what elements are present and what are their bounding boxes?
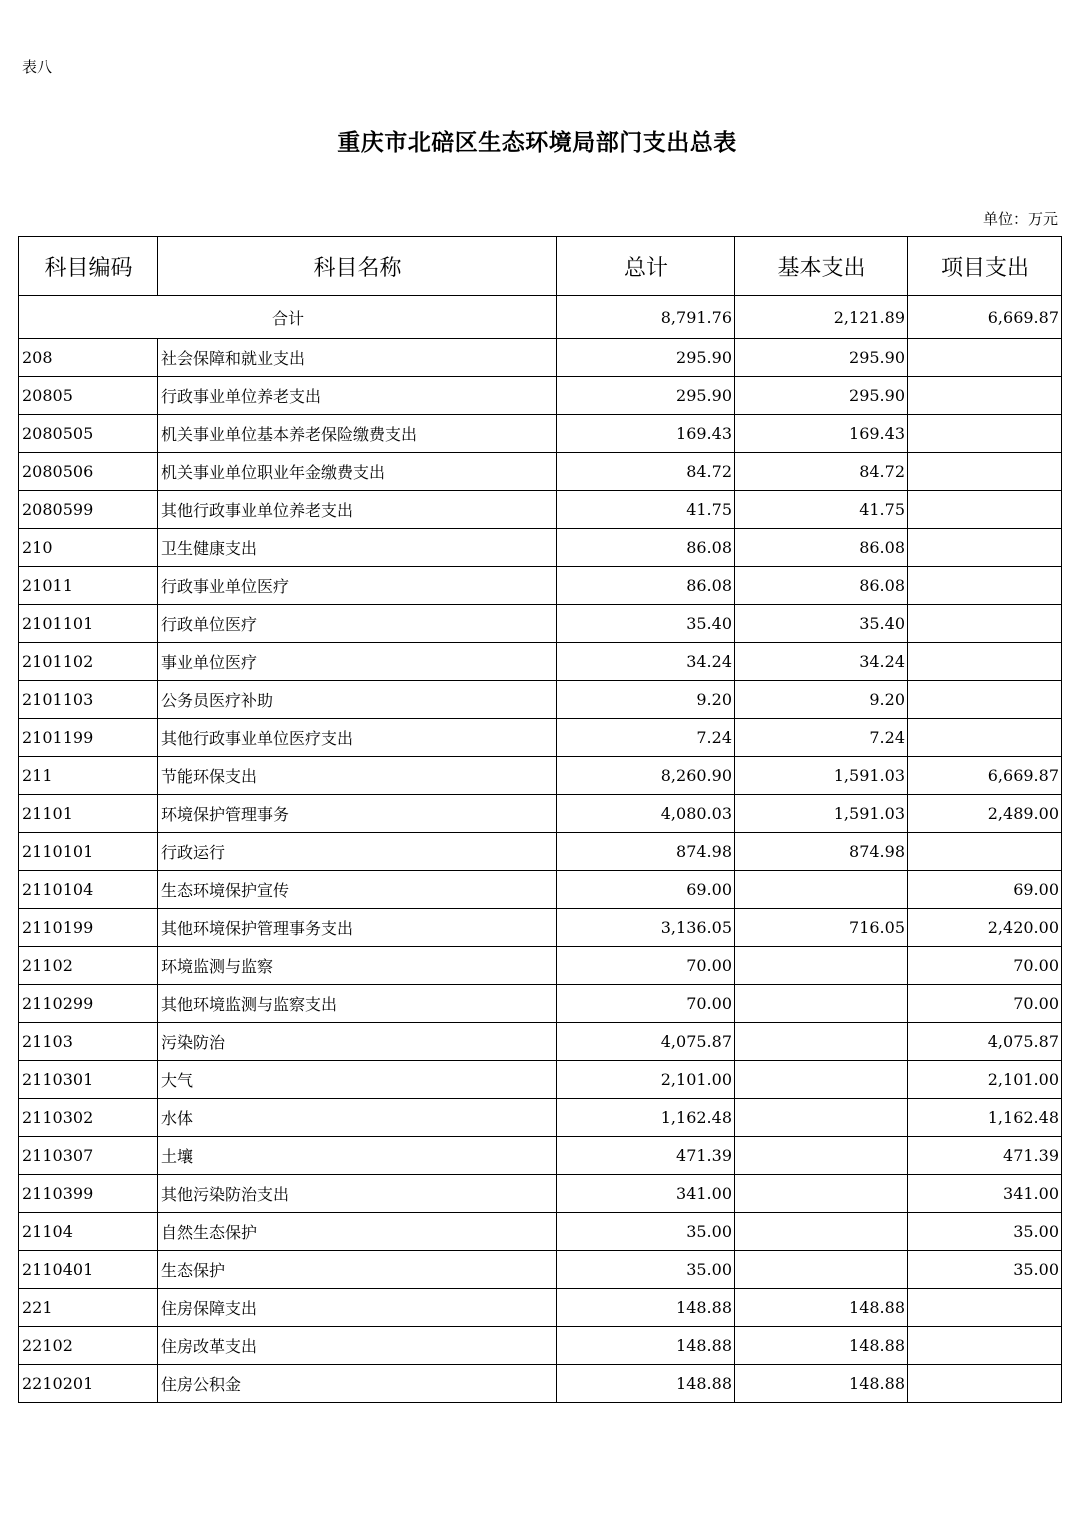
table-row <box>19 719 1062 757</box>
table-row <box>19 1289 1062 1327</box>
project-cell <box>908 1327 1062 1365</box>
total-cell: 86.08 <box>557 567 735 605</box>
basic-cell <box>735 947 908 985</box>
table-row <box>19 377 1062 415</box>
table-row <box>19 1023 1062 1061</box>
table-row <box>19 681 1062 719</box>
basic-cell: 86.08 <box>735 529 908 567</box>
name-cell: 环境监测与监察 <box>158 947 557 985</box>
table-row <box>19 909 1062 947</box>
name-cell: 水体 <box>158 1099 557 1137</box>
project-cell <box>908 719 1062 757</box>
project-cell: 35.00 <box>908 1213 1062 1251</box>
table-row <box>19 529 1062 567</box>
code-cell: 2110101 <box>19 833 158 871</box>
total-cell: 8,260.90 <box>557 757 735 795</box>
name-cell: 其他环境监测与监察支出 <box>158 985 557 1023</box>
basic-cell <box>735 1061 908 1099</box>
name-cell: 节能环保支出 <box>158 757 557 795</box>
basic-cell <box>735 1099 908 1137</box>
name-cell: 行政运行 <box>158 833 557 871</box>
name-cell: 住房改革支出 <box>158 1327 557 1365</box>
project-cell <box>908 491 1062 529</box>
table-row <box>19 1061 1062 1099</box>
total-cell: 2,101.00 <box>557 1061 735 1099</box>
name-cell: 社会保障和就业支出 <box>158 339 557 377</box>
table-row <box>19 985 1062 1023</box>
table-row <box>19 1327 1062 1365</box>
basic-cell: 34.24 <box>735 643 908 681</box>
total-cell: 35.40 <box>557 605 735 643</box>
basic-cell: 148.88 <box>735 1289 908 1327</box>
name-cell: 卫生健康支出 <box>158 529 557 567</box>
name-cell: 生态保护 <box>158 1251 557 1289</box>
table-row <box>19 1099 1062 1137</box>
code-cell: 21101 <box>19 795 158 833</box>
project-cell: 69.00 <box>908 871 1062 909</box>
basic-cell <box>735 1251 908 1289</box>
basic-cell: 7.24 <box>735 719 908 757</box>
total-cell: 9.20 <box>557 681 735 719</box>
basic-cell: 1,591.03 <box>735 795 908 833</box>
name-cell: 事业单位医疗 <box>158 643 557 681</box>
table-body <box>19 296 1062 1403</box>
code-cell: 21102 <box>19 947 158 985</box>
code-cell: 211 <box>19 757 158 795</box>
table-row <box>19 871 1062 909</box>
table-row <box>19 1175 1062 1213</box>
code-cell: 2110104 <box>19 871 158 909</box>
basic-cell <box>735 1175 908 1213</box>
project-cell: 1,162.48 <box>908 1099 1062 1137</box>
project-cell <box>908 833 1062 871</box>
project-cell: 2,420.00 <box>908 909 1062 947</box>
name-cell: 行政单位医疗 <box>158 605 557 643</box>
project-cell <box>908 1365 1062 1403</box>
project-cell: 2,489.00 <box>908 795 1062 833</box>
name-cell: 其他行政事业单位医疗支出 <box>158 719 557 757</box>
code-cell: 2080599 <box>19 491 158 529</box>
total-cell-basic: 2,121.89 <box>735 296 908 339</box>
code-cell: 2110301 <box>19 1061 158 1099</box>
project-cell: 35.00 <box>908 1251 1062 1289</box>
table-row <box>19 757 1062 795</box>
total-cell: 295.90 <box>557 377 735 415</box>
code-cell: 221 <box>19 1289 158 1327</box>
project-cell <box>908 567 1062 605</box>
column-header-basic: 基本支出 <box>735 237 908 296</box>
basic-cell: 84.72 <box>735 453 908 491</box>
column-header-project: 项目支出 <box>908 237 1062 296</box>
basic-cell: 295.90 <box>735 377 908 415</box>
total-cell: 148.88 <box>557 1365 735 1403</box>
name-cell: 住房保障支出 <box>158 1289 557 1327</box>
code-cell: 2080506 <box>19 453 158 491</box>
total-cell: 169.43 <box>557 415 735 453</box>
basic-cell: 716.05 <box>735 909 908 947</box>
expenditure-table <box>18 236 1062 1403</box>
code-cell: 208 <box>19 339 158 377</box>
basic-cell: 86.08 <box>735 567 908 605</box>
name-cell: 住房公积金 <box>158 1365 557 1403</box>
table-row <box>19 567 1062 605</box>
name-cell: 大气 <box>158 1061 557 1099</box>
table-row <box>19 643 1062 681</box>
table-row <box>19 339 1062 377</box>
code-cell: 2101199 <box>19 719 158 757</box>
name-cell: 污染防治 <box>158 1023 557 1061</box>
total-cell: 295.90 <box>557 339 735 377</box>
table-row <box>19 491 1062 529</box>
name-cell: 其他污染防治支出 <box>158 1175 557 1213</box>
page-title: 重庆市北碚区生态环境局部门支出总表 <box>337 129 737 156</box>
table-row <box>19 1365 1062 1403</box>
basic-cell: 148.88 <box>735 1365 908 1403</box>
name-cell: 公务员医疗补助 <box>158 681 557 719</box>
project-cell <box>908 605 1062 643</box>
basic-cell: 9.20 <box>735 681 908 719</box>
total-cell: 70.00 <box>557 985 735 1023</box>
total-row <box>19 296 1062 339</box>
basic-cell: 295.90 <box>735 339 908 377</box>
name-cell: 其他行政事业单位养老支出 <box>158 491 557 529</box>
basic-cell: 148.88 <box>735 1327 908 1365</box>
basic-cell: 1,591.03 <box>735 757 908 795</box>
name-cell: 机关事业单位基本养老保险缴费支出 <box>158 415 557 453</box>
column-header-code: 科目编码 <box>19 237 158 296</box>
code-cell: 2110302 <box>19 1099 158 1137</box>
table-row <box>19 1137 1062 1175</box>
code-cell: 20805 <box>19 377 158 415</box>
total-cell: 84.72 <box>557 453 735 491</box>
unit-label: 单位：万元 <box>982 210 1058 228</box>
total-cell: 471.39 <box>557 1137 735 1175</box>
column-header-total: 总计 <box>557 237 735 296</box>
total-cell: 341.00 <box>557 1175 735 1213</box>
code-cell: 2210201 <box>19 1365 158 1403</box>
basic-cell <box>735 1213 908 1251</box>
total-cell: 148.88 <box>557 1327 735 1365</box>
project-cell <box>908 339 1062 377</box>
total-cell: 1,162.48 <box>557 1099 735 1137</box>
project-cell: 2,101.00 <box>908 1061 1062 1099</box>
name-cell: 行政事业单位养老支出 <box>158 377 557 415</box>
name-cell: 生态环境保护宣传 <box>158 871 557 909</box>
code-cell: 2080505 <box>19 415 158 453</box>
table-row <box>19 453 1062 491</box>
total-cell-total: 8,791.76 <box>557 296 735 339</box>
table-row <box>19 415 1062 453</box>
total-cell: 70.00 <box>557 947 735 985</box>
code-cell: 2101103 <box>19 681 158 719</box>
code-cell: 2110401 <box>19 1251 158 1289</box>
total-cell-project: 6,669.87 <box>908 296 1062 339</box>
total-cell: 35.00 <box>557 1251 735 1289</box>
project-cell: 70.00 <box>908 985 1062 1023</box>
code-cell: 21103 <box>19 1023 158 1061</box>
total-cell: 874.98 <box>557 833 735 871</box>
code-cell: 2110299 <box>19 985 158 1023</box>
project-cell: 70.00 <box>908 947 1062 985</box>
project-cell: 341.00 <box>908 1175 1062 1213</box>
code-cell: 2110399 <box>19 1175 158 1213</box>
column-header-name: 科目名称 <box>158 237 557 296</box>
code-cell: 2101101 <box>19 605 158 643</box>
project-cell: 4,075.87 <box>908 1023 1062 1061</box>
code-cell: 22102 <box>19 1327 158 1365</box>
table-row <box>19 1251 1062 1289</box>
code-cell: 210 <box>19 529 158 567</box>
basic-cell <box>735 871 908 909</box>
total-label: 合计 <box>19 296 557 339</box>
code-cell: 2101102 <box>19 643 158 681</box>
name-cell: 自然生态保护 <box>158 1213 557 1251</box>
table-row <box>19 833 1062 871</box>
code-cell: 21104 <box>19 1213 158 1251</box>
total-cell: 35.00 <box>557 1213 735 1251</box>
basic-cell: 169.43 <box>735 415 908 453</box>
table-header <box>19 237 1062 296</box>
code-cell: 21011 <box>19 567 158 605</box>
basic-cell <box>735 985 908 1023</box>
total-cell: 148.88 <box>557 1289 735 1327</box>
project-cell <box>908 681 1062 719</box>
table-number: 表八 <box>22 58 53 76</box>
total-cell: 41.75 <box>557 491 735 529</box>
project-cell: 6,669.87 <box>908 757 1062 795</box>
project-cell <box>908 377 1062 415</box>
project-cell <box>908 1289 1062 1327</box>
basic-cell <box>735 1137 908 1175</box>
total-cell: 69.00 <box>557 871 735 909</box>
total-cell: 4,080.03 <box>557 795 735 833</box>
project-cell <box>908 529 1062 567</box>
code-cell: 2110307 <box>19 1137 158 1175</box>
total-cell: 34.24 <box>557 643 735 681</box>
basic-cell <box>735 1023 908 1061</box>
table-row <box>19 1213 1062 1251</box>
total-cell: 7.24 <box>557 719 735 757</box>
table-row <box>19 795 1062 833</box>
project-cell <box>908 643 1062 681</box>
code-cell: 2110199 <box>19 909 158 947</box>
table-row <box>19 605 1062 643</box>
name-cell: 行政事业单位医疗 <box>158 567 557 605</box>
table-row <box>19 947 1062 985</box>
project-cell <box>908 453 1062 491</box>
name-cell: 其他环境保护管理事务支出 <box>158 909 557 947</box>
project-cell: 471.39 <box>908 1137 1062 1175</box>
total-cell: 3,136.05 <box>557 909 735 947</box>
total-cell: 4,075.87 <box>557 1023 735 1061</box>
name-cell: 土壤 <box>158 1137 557 1175</box>
basic-cell: 41.75 <box>735 491 908 529</box>
total-cell: 86.08 <box>557 529 735 567</box>
name-cell: 环境保护管理事务 <box>158 795 557 833</box>
name-cell: 机关事业单位职业年金缴费支出 <box>158 453 557 491</box>
basic-cell: 35.40 <box>735 605 908 643</box>
basic-cell: 874.98 <box>735 833 908 871</box>
project-cell <box>908 415 1062 453</box>
